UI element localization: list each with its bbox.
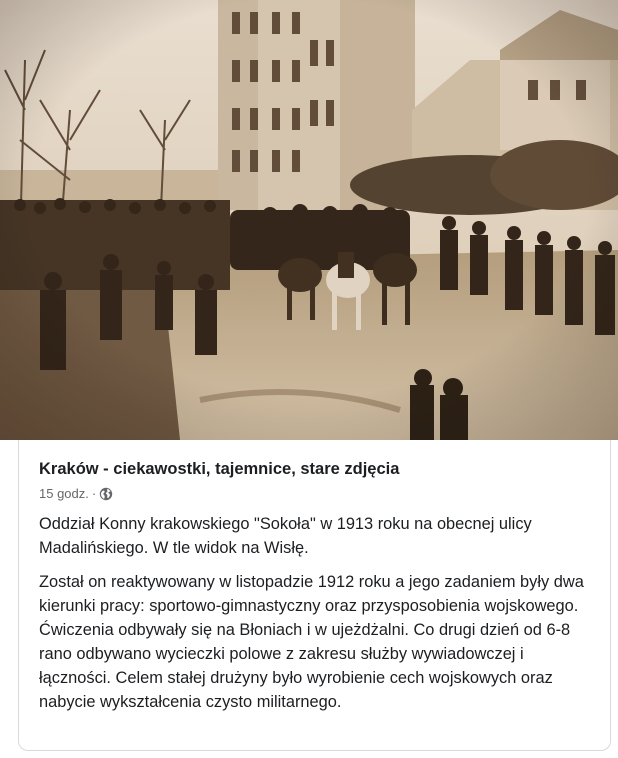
group-name-link[interactable]: Kraków - ciekawostki, tajemnice, stare zdjęcia	[39, 460, 400, 478]
meta-separator: ·	[91, 486, 97, 501]
post-card	[18, 440, 611, 751]
post-meta	[39, 486, 113, 501]
post-paragraph: Został on reaktywowany w listopadzie 1912 roku a jego zadaniem były dwa kierunki pracy: sportowo-gimnastyczny oraz przysposobienia wojskowego. Ćwiczenia odbywały się na Błoniach i w ujeżdżalni. Co drugi dzień od 6-8 rano odbywano wycieczki polowe z zakresu służby wywiadowczej i łączności. Celem stałej drużyny było wyrobienie cech wojskowych oraz nabycie wykształcenia czysto militarnego.	[39, 573, 584, 711]
post-text	[39, 512, 595, 724]
post-paragraph: Oddział Konny krakowskiego "Sokoła" w 1913 roku na obecnej ulicy Madalińskiego. W tle widok na Wisłę.	[39, 515, 532, 557]
globe-icon[interactable]	[99, 487, 113, 501]
post-timestamp-link[interactable]: 15 godz.	[39, 486, 89, 501]
